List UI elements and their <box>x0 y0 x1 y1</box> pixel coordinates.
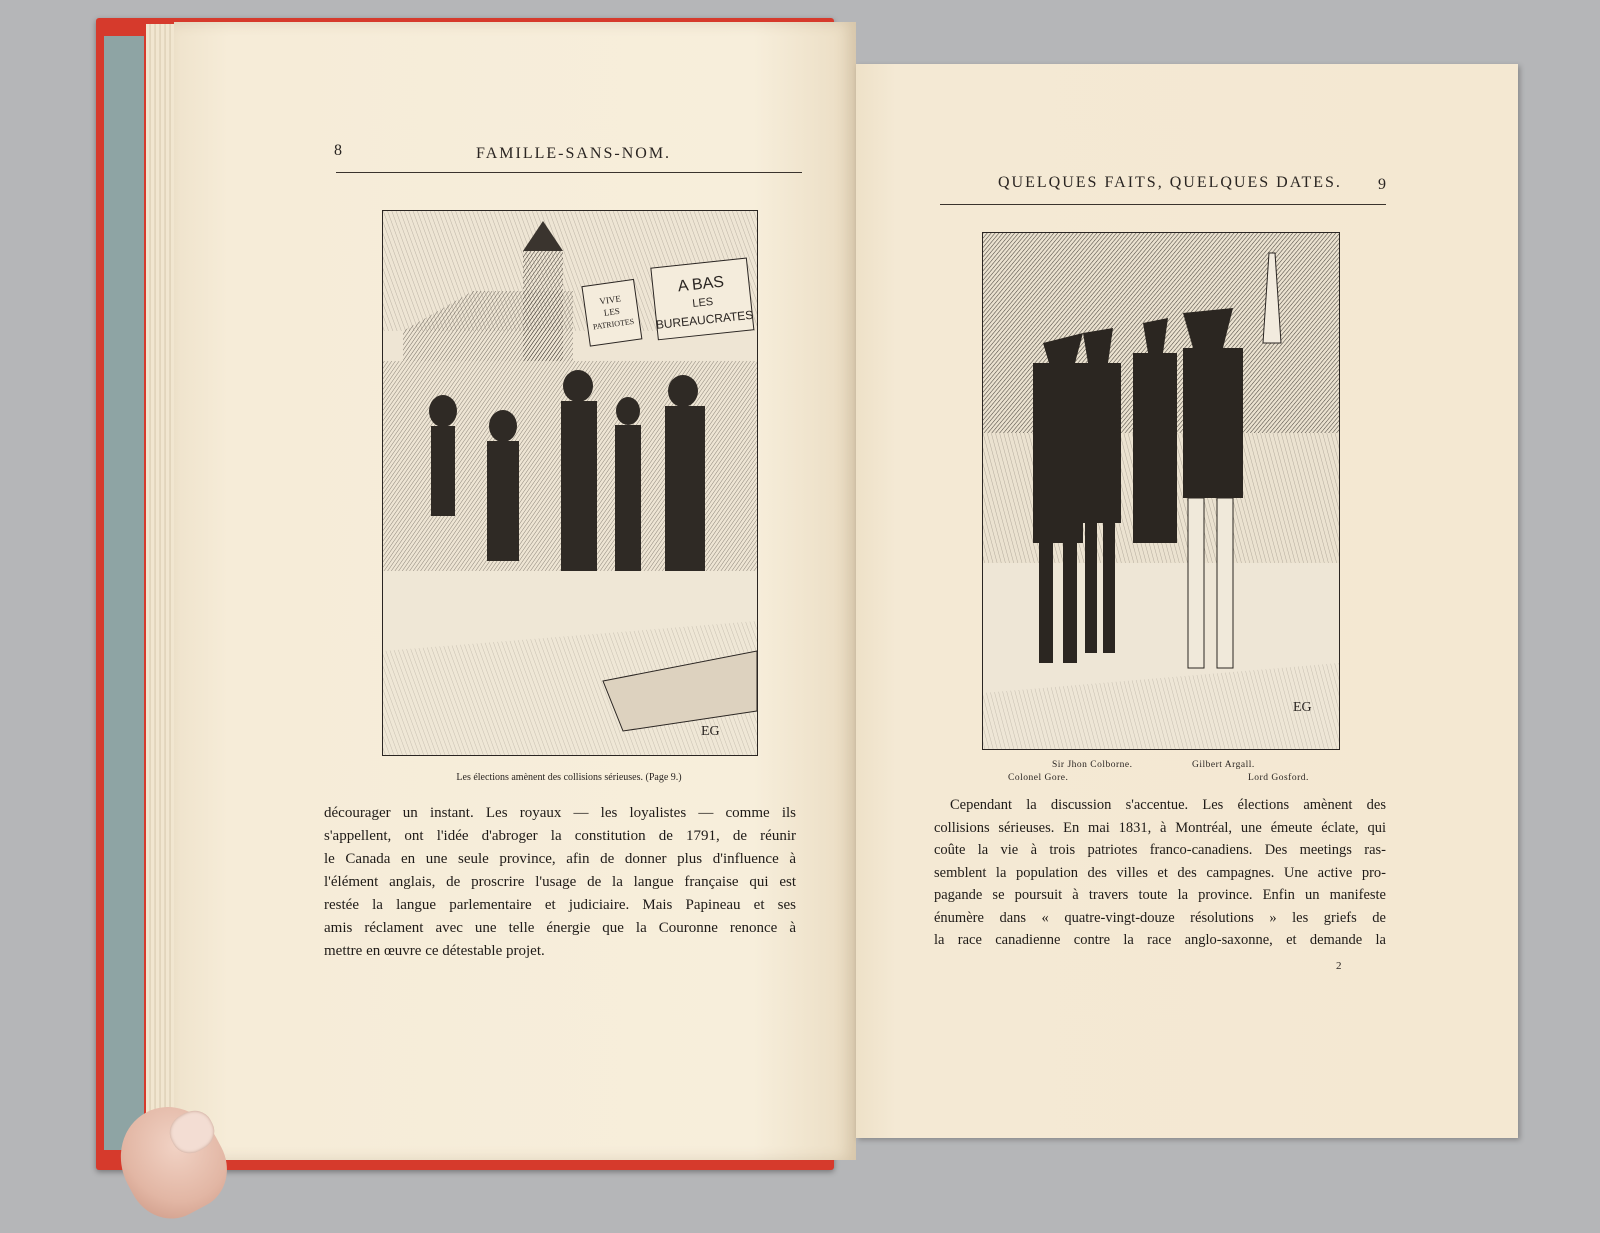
left-monogram: EG <box>701 724 720 739</box>
left-line-2: s'appellent, ont l'idée d'abroger la constitution de 1791, de réunir <box>324 828 796 844</box>
right-body-text <box>934 794 1386 952</box>
right-line-6: énumère dans « quatre-vingt-douze résolutions » les griefs de <box>934 909 1386 926</box>
sign-vive: VIVE <box>598 293 622 307</box>
left-page-number: 8 <box>334 142 342 159</box>
name-colborne: Sir Jhon Colborne. <box>1052 760 1133 770</box>
right-line-4: semblent la population des villes et des campagnes. Une active pro- <box>934 864 1386 881</box>
left-header-rule <box>336 172 802 173</box>
right-illustration <box>982 232 1340 750</box>
left-running-title: FAMILLE-SANS-NOM. <box>476 145 672 162</box>
right-line-5: pagande se poursuit à travers toute la province. Enfin un manifeste <box>934 887 1386 903</box>
left-line-5: restée la langue parlementaire et judiciaire. Mais Papineau et ses <box>324 897 796 913</box>
name-argall: Gilbert Argall. <box>1192 760 1255 770</box>
right-line-1: Cependant la discussion s'accentue. Les élections amènent des <box>950 797 1386 813</box>
sign-bureaucrates: BUREAUCRATES <box>655 307 754 332</box>
left-line-3: le Canada en une seule province, afin de donner plus d'influence à <box>324 851 796 867</box>
sign-les: LES <box>603 305 621 318</box>
left-line-1: décourager un instant. Les royaux — les loyalistes — comme ils <box>324 805 796 821</box>
sign-a-bas: A BAS <box>676 273 725 296</box>
election-riot-engraving-icon <box>383 211 757 755</box>
left-line-4: l'élément anglais, de proscrire l'usage de la langue française qui est <box>324 874 796 890</box>
sign-patriotes: PATRIOTES <box>592 316 635 332</box>
left-caption: Les élections amènent des collisions sérieuses. (Page 9.) <box>456 772 682 783</box>
right-header-rule <box>940 204 1386 205</box>
right-running-title: QUELQUES FAITS, QUELQUES DATES. <box>998 174 1342 191</box>
right-line-2: collisions sérieuses. En mai 1831, à Montréal, une émeute éclate, qui <box>934 819 1386 836</box>
endpaper <box>104 36 144 1150</box>
right-page-number: 9 <box>1378 176 1386 193</box>
name-gosford: Lord Gosford. <box>1248 773 1309 783</box>
officers-handshake-engraving-icon <box>983 233 1339 749</box>
signature-mark: 2 <box>1336 960 1342 972</box>
right-line-7: la race canadienne contre la race anglo-saxonne, et demande la <box>934 932 1386 948</box>
left-line-7: mettre en œuvre ce détestable projet. <box>324 943 545 959</box>
right-line-3: coûte la vie à trois patriotes franco-canadiens. Des meetings ras- <box>934 842 1386 858</box>
name-gore: Colonel Gore. <box>1008 773 1069 783</box>
right-monogram: EG <box>1293 700 1312 715</box>
left-illustration <box>382 210 758 756</box>
left-line-6: amis réclament avec une telle énergie que la Couronne renonce à <box>324 920 796 936</box>
sign-les-2: LES <box>691 295 714 310</box>
left-body-text <box>324 802 796 963</box>
